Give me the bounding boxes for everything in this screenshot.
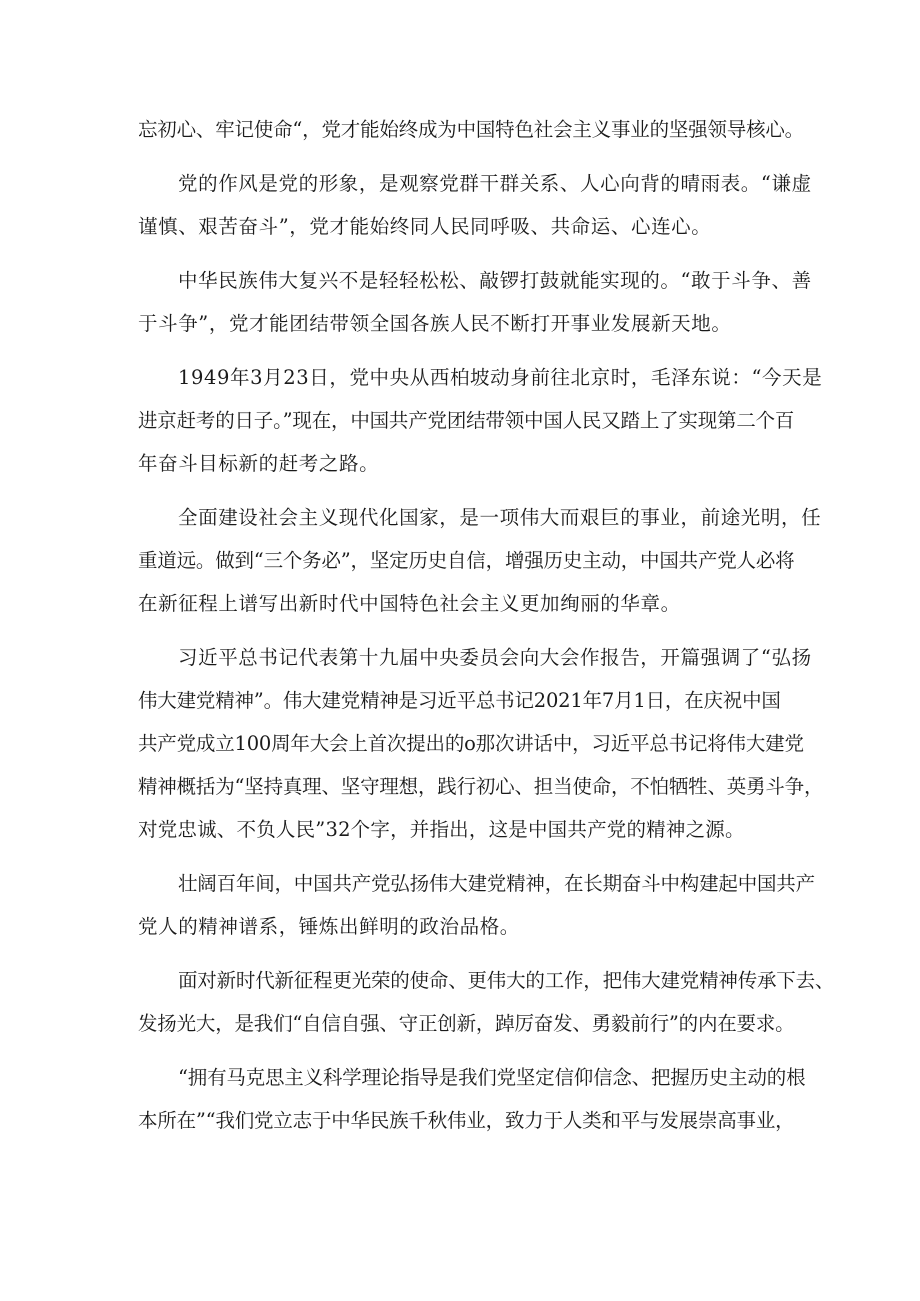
text-line: 伟大建党精神”。伟大建党精神是习近平总书记2021年7月1日，在庆祝中国: [138, 689, 781, 712]
text-line: 中华民族伟大复兴不是轻轻松松、敲锣打鼓就能实现的。“敢于斗争、善: [178, 269, 812, 292]
text-line: 面对新时代新征程更光荣的使命、更伟大的工作，把伟大建党精神传承下去、: [178, 969, 835, 992]
text-line: 本所在”“我们党立志于中华民族千秋伟业，致力于人类和平与发展崇高事业，: [138, 1109, 795, 1132]
text-line: 年奋斗目标新的赶考之路。: [138, 452, 380, 475]
text-line: 对党忠诚、不负人民”32个字，并指出，这是中国共产党的精神之源。: [138, 818, 745, 841]
text-line: 谨慎、艰苦奋斗”，党才能始终同人民同呼吸、共命运、心连心。: [138, 215, 712, 238]
text-line: 在新征程上谱写出新时代中国特色社会主义更加绚丽的华章。: [138, 592, 681, 615]
text-line: 党人的精神谱系，锤炼出鲜明的政治品格。: [138, 915, 520, 938]
text-line: 进京赶考的日子。”现在，中国共产党团结带领中国人民又踏上了实现第二个百: [138, 409, 795, 432]
text-line: 全面建设社会主义现代化国家，是一项伟大而艰巨的事业，前途光明，任: [178, 506, 822, 529]
text-line: 党的作风是党的形象，是观察党群干群关系、人心向背的晴雨表。“谦虚: [178, 172, 812, 195]
text-line: 壮阔百年间，中国共产党弘扬伟大建党精神，在长期奋斗中构建起中国共产: [178, 872, 815, 895]
text-line: 习近平总书记代表第十九届中央委员会向大会作报告，开篇强调了“弘扬: [178, 646, 812, 669]
text-line: 1949年3月23日，党中央从西柏坡动身前往北京时，毛泽东说：“今天是: [178, 366, 823, 389]
text-line: 共产党成立100周年大会上首次提出的o那次讲话中，习近平总书记将伟大建党: [138, 732, 804, 755]
text-line: 精神概括为“坚持真理、坚守理想，践行初心、担当使命，不怕牺牲、英勇斗争，: [138, 775, 824, 798]
text-line: 忘初心、牢记使命“，党才能始终成为中国特色社会主义事业的坚强领导核心。: [138, 118, 804, 141]
text-line: 发扬光大，是我们“自信自强、守正创新，踔厉奋发、勇毅前行”的内在要求。: [138, 1012, 795, 1035]
text-line: 于斗争”，党才能团结带领全国各族人民不断打开事业发展新天地。: [138, 312, 732, 335]
text-line: 重道远。做到“三个务必”，坚定历史自信，增强历史主动，中国共产党人必将: [138, 549, 795, 572]
text-line: “拥有马克思主义科学理论指导是我们党坚定信仰信念、把握历史主动的根: [178, 1066, 806, 1089]
